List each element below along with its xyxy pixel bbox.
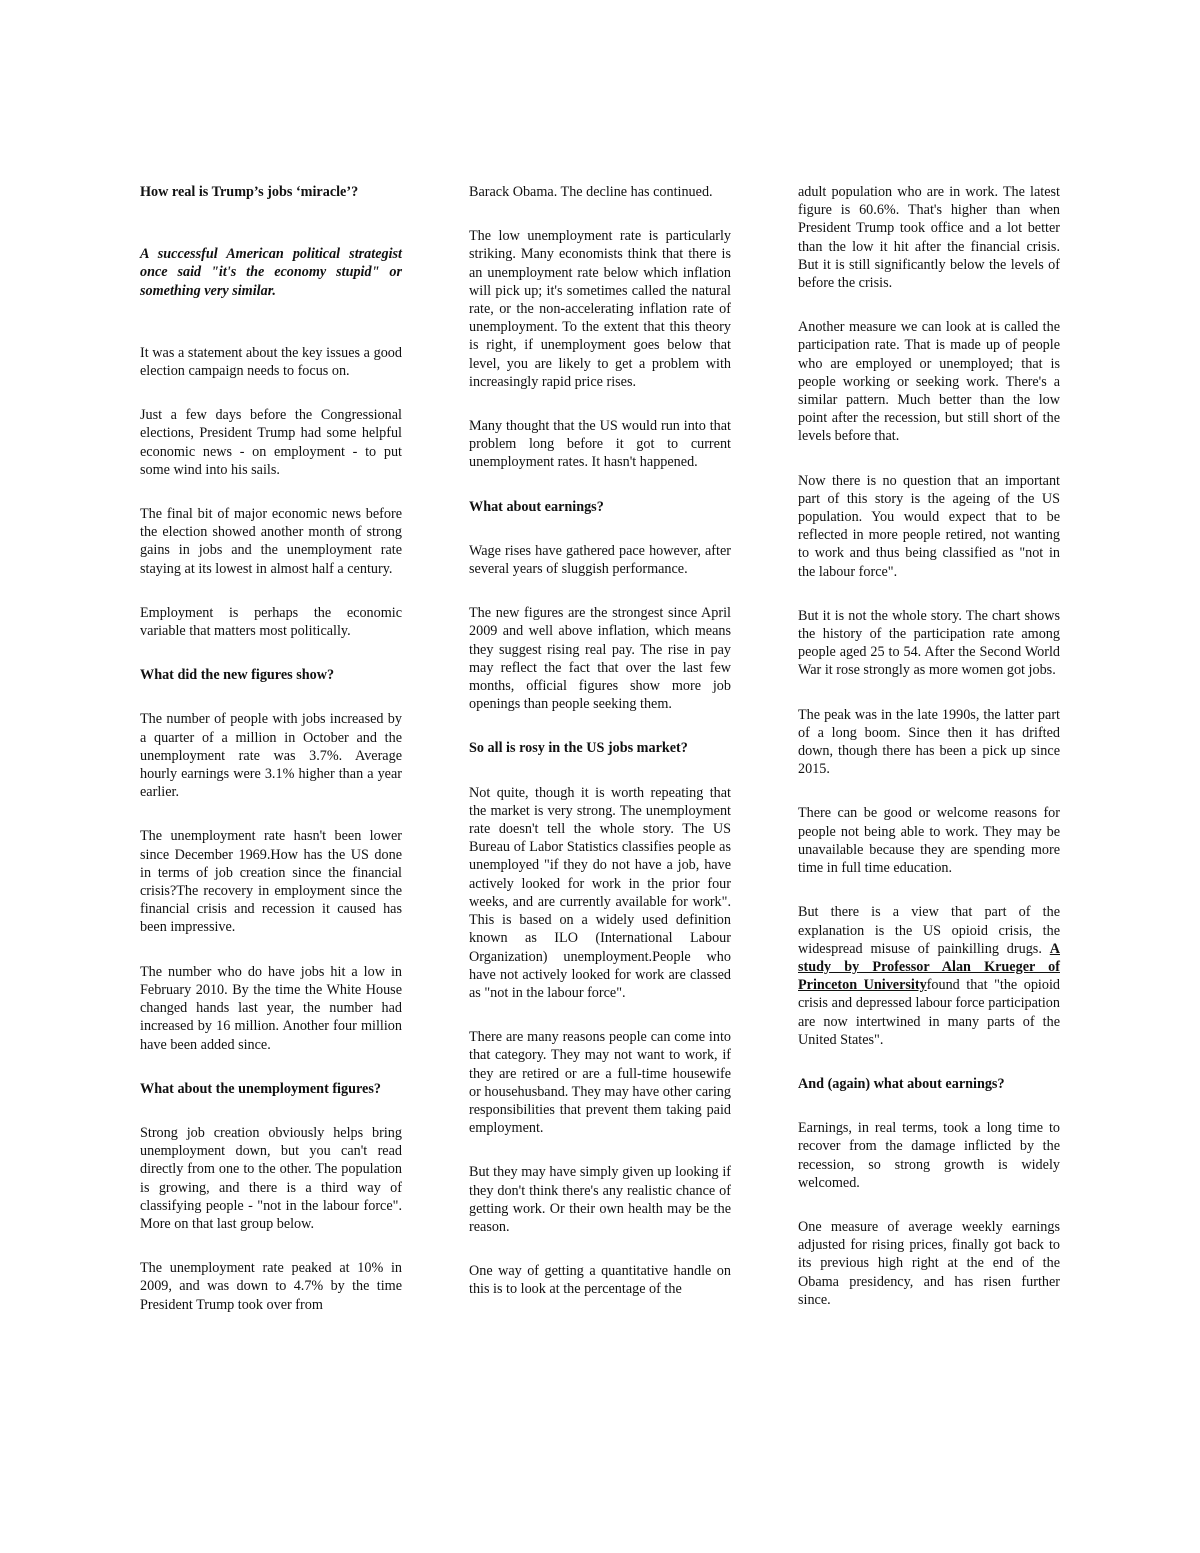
paragraph: Just a few days before the Congressional elections, President Trump had some helpful economic news - on employment - to put some wind into his sails.: [140, 407, 402, 478]
paragraph: The low unemployment rate is particularly striking. Many economists think that there is an unemployment rate below which inflation will pick up; it's sometimes called the natural rate, or the non-accelerating inflation rate of unemployment. To the extent that this theory is right, if unemployment goes below that level, you are likely to get a problem with increasingly rapid price rises.: [469, 228, 731, 390]
paragraph: Not quite, though it is worth repeating that the market is very strong. The unemployment rate doesn't tell the whole story. The US Bureau of Labor Statistics classifies people as unemployed "if they do not have a job, have actively looked for work in the prior four weeks, and are currently available for work". This is based on a widely used definition known as ILO (International Labour Organization) unemployment.People who have not actively looked for work are classed as "not in the labour force".: [469, 784, 731, 1001]
paragraph: Wage rises have gathered pace however, after several years of sluggish performance.: [469, 542, 731, 578]
paragraph: Employment is perhaps the economic variable that matters most politically.: [140, 604, 402, 640]
lede-tail: or something very similar.: [140, 264, 402, 299]
article-title: How real is Trump’s jobs ‘miracle’?: [140, 184, 359, 200]
paragraph: Now there is no question that an important part of this story is the ageing of the US population. You would expect that to be reflected in more people retired, not wanting to work and thus being classified as "not in the labour force".: [798, 472, 1060, 580]
column-1: [140, 183, 402, 1340]
section-heading: What did the new figures show?: [140, 667, 335, 684]
paragraph: But they may have simply given up looking if they don't think there's any realistic chance of getting work. Or their own health may be the reason.: [469, 1164, 731, 1235]
paragraph: There are many reasons people can come into that category. They may not want to work, if they are retired or are a full-time housewife or househusband. They may have other caring responsibilities that prevent them taking paid employment.: [469, 1029, 731, 1137]
paragraph-opioid: [798, 903, 1060, 1049]
paragraph: The unemployment rate hasn't been lower since December 1969.How has the US done in terms of job creation since the financial crisis?The recovery in employment since the financial crisis and recession it caused has been impressive.: [140, 828, 402, 936]
lede-quote: A successful American political strategist once said "it's the economy stupid": [140, 246, 402, 281]
section-heading: What about the unemployment figures?: [140, 1080, 381, 1097]
opioid-text-post: found that "the opioid crisis and depressed labour force participation are now intertwined in many parts of the United States".: [798, 977, 1060, 1048]
paragraph: Another measure we can look at is called the participation rate. That is made up of people who are employed or unemployed; that is people working or seeking work. There's a similar pattern. Much better than the low point after the recession, but still short of the levels before that.: [798, 319, 1060, 445]
paragraph: One way of getting a quantitative handle on this is to look at the percentage of the: [469, 1263, 731, 1298]
paragraph: Earnings, in real terms, took a long time to recover from the damage inflicted by the recession, so strong growth is widely welcomed.: [798, 1120, 1060, 1191]
paragraph: The unemployment rate peaked at 10% in 2009, and was down to 4.7% by the time President Trump took over from: [140, 1260, 402, 1313]
opioid-text-pre: But there is a view that part of the explanation is the US opioid crisis, the widespread misuse of painkilling drugs.: [798, 904, 1060, 957]
paragraph: It was a statement about the key issues a good election campaign needs to focus on.: [140, 344, 402, 380]
paragraph: There can be good or welcome reasons for people not being able to work. They may be unavailable because they are spending more time in full time education.: [798, 805, 1060, 877]
paragraph: One measure of average weekly earnings adjusted for rising prices, finally got back to its previous high right at the end of the Obama presidency, and has risen further since.: [798, 1218, 1060, 1308]
paragraph: The new figures are the strongest since April 2009 and well above inflation, which means they suggest rising real pay. The rise in pay may reflect the fact that over the last few months, official figures show more job openings than people seeking them.: [469, 605, 731, 713]
column-2: [469, 183, 731, 1325]
section-heading: So all is rosy in the US jobs market?: [469, 740, 688, 757]
paragraph: The number of people with jobs increased by a quarter of a million in October and the unemployment rate was 3.7%. Average hourly earnings were 3.1% higher than a year earlier.: [140, 711, 402, 801]
paragraph: Barack Obama. The decline has continued.: [469, 184, 713, 200]
krueger-study-link[interactable]: A study by Professor Alan Krueger of Princeton University: [798, 940, 1060, 994]
paragraph: The final bit of major economic news before the election showed another month of strong gains in jobs and the unemployment rate staying at its lowest in almost half a century.: [140, 506, 402, 577]
paragraph: Strong job creation obviously helps bring unemployment down, but you can't read directly from one to the other. The population is growing, and there is a third way of classifying people - "not in the labour force". More on that last group below.: [140, 1124, 402, 1232]
section-heading: And (again) what about earnings?: [798, 1075, 1005, 1092]
column-3: [798, 183, 1060, 1335]
paragraph: The peak was in the late 1990s, the latter part of a long boom. Since then it has drifted down, though there has been a pick up since 2015.: [798, 706, 1060, 778]
section-heading: What about earnings?: [469, 498, 604, 515]
article-lede: [140, 245, 402, 300]
paragraph: The number who do have jobs hit a low in February 2010. By the time the White House changed hands last year, the number had increased by 16 million. Another four million have been added since.: [140, 963, 402, 1053]
paragraph: adult population who are in work. The latest figure is 60.6%. That's higher than when President Trump took office and a lot better than the low it hit after the financial crisis. But it is still significantly below the levels of before the crisis.: [798, 184, 1060, 292]
paragraph: Many thought that the US would run into that problem long before it got to current unemployment rates. It hasn't happened.: [469, 418, 731, 471]
paragraph: But it is not the whole story. The chart shows the history of the participation rate among people aged 25 to 54. After the Second World War it rose strongly as more women got jobs.: [798, 607, 1060, 679]
